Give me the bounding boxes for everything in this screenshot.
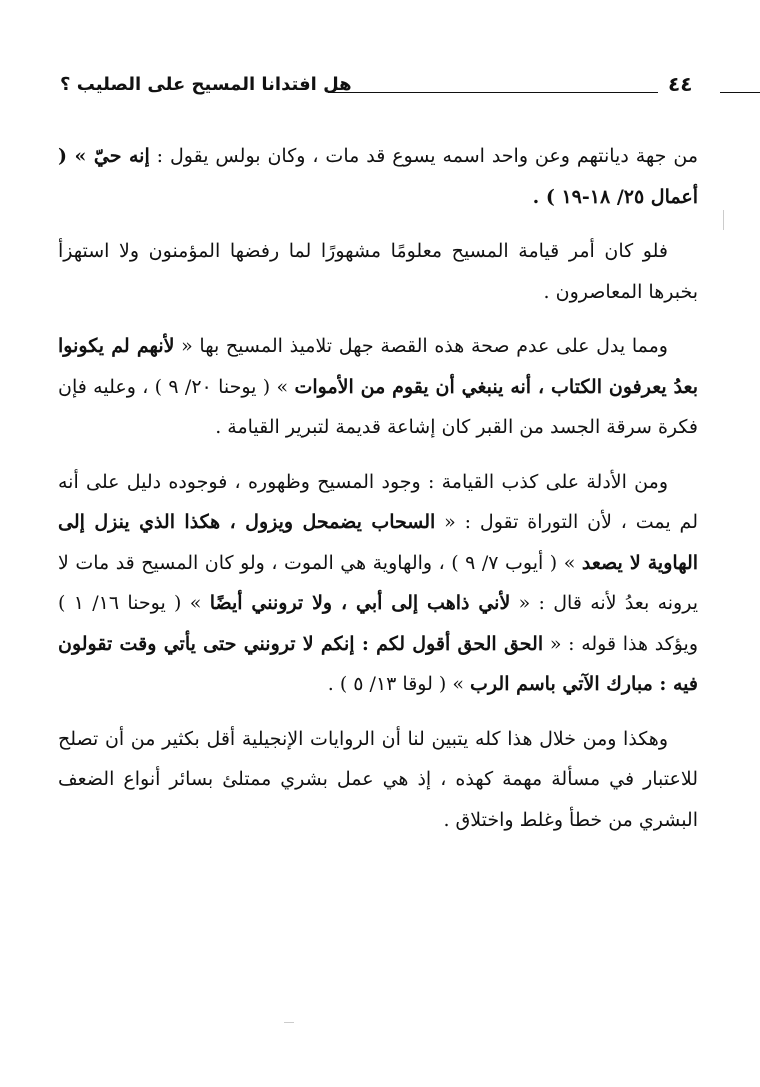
paragraph-1-part-2: إنه حيّ » ( أعمال ٢٥/ ١٨-١٩ ) . bbox=[58, 145, 698, 208]
running-header bbox=[60, 72, 700, 106]
paragraph-4-quote-3: الحق الحق أقول لكم : إنكم لا ترونني حتى يأتي وقت تقولون فيه : مبارك الآتي باسم الرب bbox=[58, 632, 698, 695]
body-text bbox=[58, 136, 698, 854]
paragraph-1-part-1: من جهة ديانتهم وعن واحد اسمه يسوع قد مات ، وكان بولس يقول : bbox=[149, 145, 698, 167]
paragraph-4-part-7: » ( لوقا ١٣/ ٥ ) . bbox=[327, 673, 471, 695]
page-number: ٤٤ bbox=[668, 72, 693, 96]
paragraph-3-quote: لأنهم لم يكونوا بعدُ يعرفون الكتاب ، أنه ينبغي أن يقوم من الأموات bbox=[58, 335, 698, 398]
scan-mark-bottom bbox=[284, 1022, 294, 1023]
paragraph-3 bbox=[58, 326, 698, 448]
paragraph-4-quote-1: السحاب يضمحل ويزول ، هكذا الذي ينزل إلى الهاوية لا يصعد bbox=[58, 511, 699, 574]
paragraph-4-part-1: ومن الأدلة على كذب القيامة : وجود المسيح وظهوره ، فوجوده دليل على أنه لم يمت ، لأن التوراة تقول : « bbox=[58, 470, 698, 533]
paragraph-2-part-1: فلو كان أمر قيامة المسيح معلومًا مشهورًا لما رفضها المؤمنون ولا استهزأ بخبرها المعاصرون . bbox=[58, 240, 698, 303]
header-rule-left bbox=[328, 92, 658, 93]
paragraph-3-part-3: » ( يوحنا ٢٠/ ٩ ) ، وعليه فإن فكرة سرقة الجسد من القبر كان إشاعة قديمة لتبرير القيامة . bbox=[58, 375, 698, 438]
header-rule-right bbox=[720, 92, 760, 93]
paragraph-2 bbox=[58, 231, 698, 312]
running-title: هل افتدانا المسيح على الصليب ؟ bbox=[60, 74, 352, 95]
paragraph-3-part-1: ومما يدل على عدم صحة هذه القصة جهل تلاميذ المسيح بها « bbox=[174, 335, 668, 357]
scan-mark-right bbox=[723, 210, 724, 230]
paragraph-5 bbox=[58, 719, 698, 841]
paragraph-4-part-3: » ( أيوب ٧/ ٩ ) ، والهاوية هي الموت ، ولو كان المسيح قد مات لا يرونه بعدُ لأنه قال : « bbox=[58, 551, 698, 614]
paragraph-1 bbox=[58, 136, 698, 217]
paragraph-5-part-1: وهكذا ومن خلال هذا كله يتبين لنا أن الروايات الإنجيلية أقل بكثير من أن تصلح للاعتبار في مسألة مهمة كهذه ، إذ هي عمل بشري ممتلئ بسائر أنواع الضعف البشري من خطأ وغلط واختلاق . bbox=[58, 727, 698, 831]
paragraph-4-quote-2: لأني ذاهب إلى أبي ، ولا ترونني أيضًا bbox=[209, 592, 511, 614]
paragraph-4 bbox=[58, 462, 698, 705]
paragraph-4-part-5: » ( يوحنا ١٦/ ١ ) ويؤكد هذا قوله : « bbox=[58, 592, 699, 655]
